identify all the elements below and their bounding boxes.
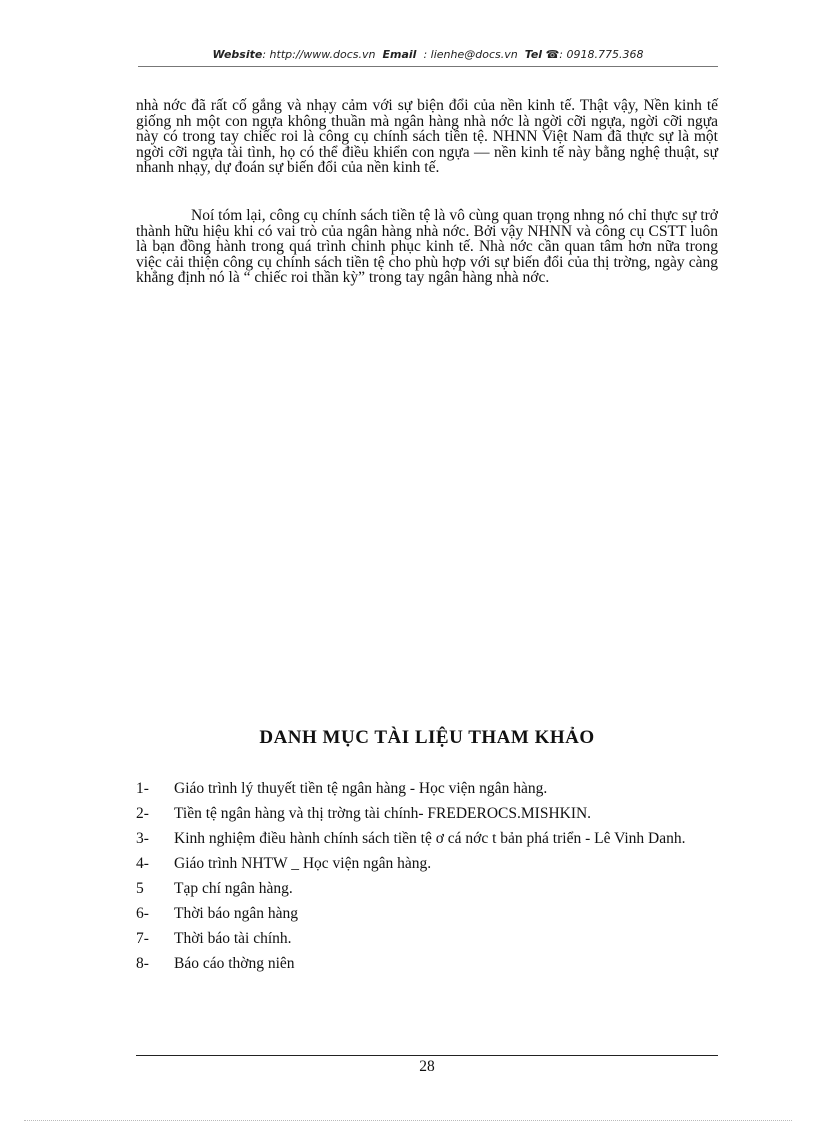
website-label: Website	[212, 48, 263, 61]
reference-item	[136, 876, 718, 901]
reference-item	[136, 926, 718, 951]
reference-text: Giáo trình NHTW _ Học viện ngân hàng.	[174, 855, 432, 872]
references-list	[136, 776, 718, 976]
reference-item	[136, 801, 718, 826]
reference-text: Tiền tệ ngân hàng và thị trờng tài chính- FREDEROCS.MISHKIN.	[174, 805, 592, 822]
reference-number: 5	[136, 880, 144, 897]
reference-item	[136, 951, 718, 976]
reference-number: 3-	[136, 830, 149, 847]
reference-item	[136, 851, 718, 876]
website-url: : http://www.docs.vn	[262, 48, 376, 61]
reference-item	[136, 901, 718, 926]
reference-item	[136, 776, 718, 801]
reference-number: 8-	[136, 955, 149, 972]
body-paragraph-1: nhà nớc đã rất cố gắng và nhạy cảm với sự biện đổi của nền kinh tế. Thật vậy, Nền kinh tế giống nh một con ngựa không thuần mà ngân hàng nhà nớc là ngời cỡi ngựa, ngời cỡi ngựa này có trong tay chiếc roi là công cụ chính sách tiền tệ. NHNN Việt Nam đã thực sự là một ngời cỡi ngựa tài tình, họ có thể điều khiển con ngựa — nền kinh tế này bằng nghệ thuật, sự nhanh nhạy, dự đoán sự biến đổi của nền kinh tế.	[136, 97, 718, 176]
tel-label: Tel	[524, 48, 543, 61]
reference-text: Báo cáo thờng niên	[174, 955, 295, 972]
email-address: : lienhe@docs.vn	[423, 48, 518, 61]
reference-item	[136, 826, 718, 851]
page-bottom-border	[24, 1120, 792, 1121]
page-number: 28	[419, 1058, 435, 1075]
reference-number: 2-	[136, 805, 149, 822]
phone-icon: ☎	[545, 48, 560, 61]
tel-number: : 0918.775.368	[559, 48, 644, 61]
reference-number: 4-	[136, 855, 149, 872]
reference-number: 7-	[136, 930, 149, 947]
reference-number: 6-	[136, 905, 149, 922]
email-label: Email	[382, 48, 417, 61]
body-paragraph-2: Noí tóm lại, công cụ chính sách tiền tệ là vô cùng quan trọng nhng nó chỉ thực sự trở thành hữu hiệu khi có vai trò của ngân hàng nhà nớc. Bởi vậy NHNN và công cụ CSTT luôn là bạn đồng hành trong quá trình chinh phục kinh tế. Nhà nớc cần quan tâm hơn nữa trong việc cải thiện công cụ chính sách tiền tệ cho phù hợp với sự biến đổi của thị trờng, ngày càng khẳng định nó là “ chiếc roi thần kỳ” trong tay ngân hàng nhà nớc.	[136, 207, 718, 286]
reference-text: Thời báo tài chính.	[174, 930, 292, 947]
footer-divider	[136, 1055, 718, 1056]
reference-text: Tạp chí ngân hàng.	[174, 880, 293, 897]
reference-text: Thời báo ngân hàng	[174, 905, 298, 922]
reference-text: Giáo trình lý thuyết tiền tệ ngân hàng - Học viện ngân hàng.	[174, 780, 548, 797]
references-title: DANH MỤC TÀI LIỆU THAM KHẢO	[259, 727, 595, 748]
reference-text: Kinh nghiệm điều hành chính sách tiền tệ ơ cá nớc t bản phá triển - Lê Vinh Danh.	[174, 830, 686, 847]
page-header	[138, 48, 718, 67]
reference-number: 1-	[136, 780, 149, 797]
